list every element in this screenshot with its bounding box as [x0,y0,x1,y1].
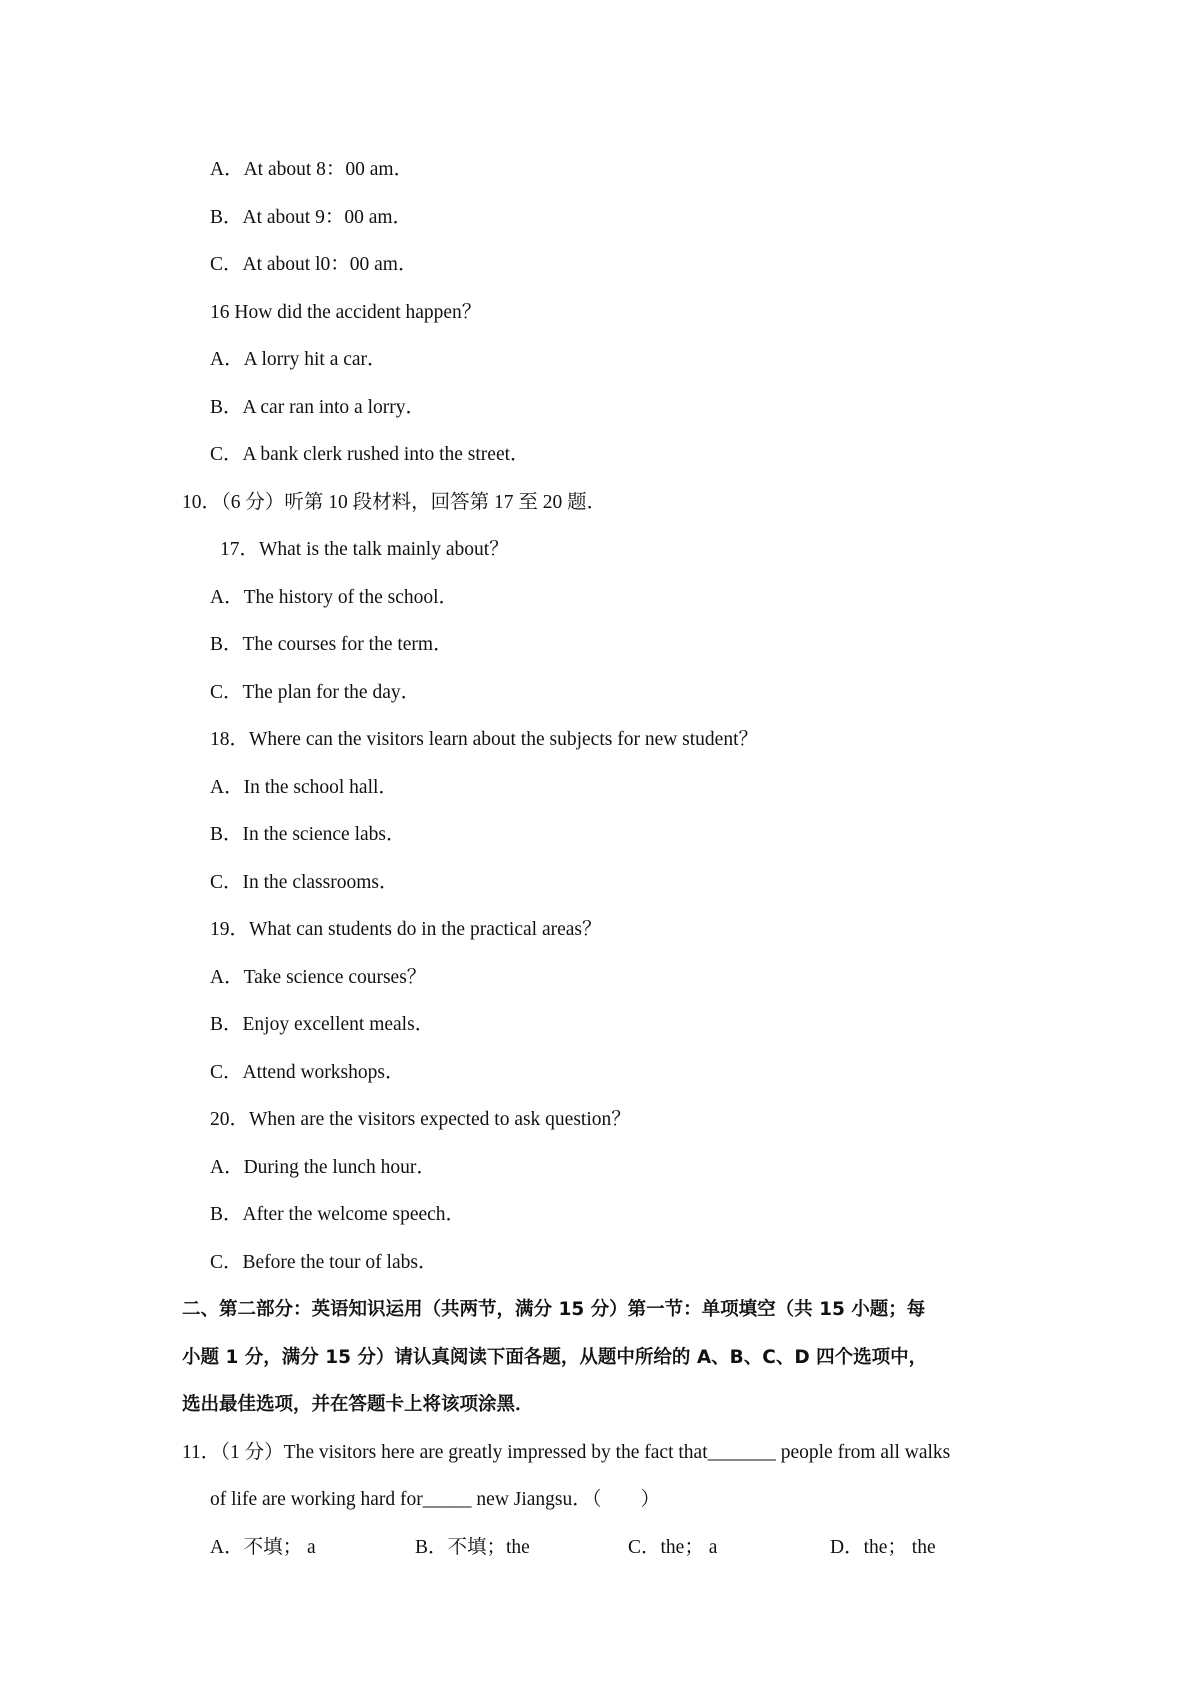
q11-option-d: D．the； the [830,1537,936,1558]
q17-option-a: A．The history of the school． [210,587,459,608]
q11-stem-line2: of life are working hard for_____ new Jiangsu．（ ） [210,1489,661,1510]
q19-stem: 19．What can students do in the practical areas？ [210,919,602,940]
part-two-heading-line3: 选出最佳选项，并在答题卡上将该项涂黑． [182,1394,534,1415]
q11-option-b: B．不填；the [415,1537,530,1558]
q19-option-a: A．Take science courses？ [210,967,427,988]
q20-stem: 20．When are the visitors expected to ask question？ [210,1109,631,1130]
q16-option-c: C．A bank clerk rushed into the street． [210,444,530,465]
q19-option-b: B．Enjoy excellent meals． [210,1014,435,1035]
q20-option-b: B．After the welcome speech． [210,1204,466,1225]
q17-option-b: B．The courses for the term． [210,634,453,655]
q16-option-a: A．A lorry hit a car． [210,349,387,370]
q11-option-a: A．不填； a [210,1537,316,1558]
q19-option-c: C．Attend workshops． [210,1062,405,1083]
q16-stem: 16 How did the accident happen？ [210,302,482,323]
part-two-heading-line1: 二、第二部分：英语知识运用（共两节，满分 15 分）第一节：单项填空（共 15 小题；每 [182,1299,926,1320]
q18-option-b: B．In the science labs． [210,824,406,845]
q11-option-c: C．the； a [628,1537,718,1558]
q15-option-c: C．At about l0：00 am． [210,254,418,275]
q20-option-a: A．During the lunch hour． [210,1157,436,1178]
q17-option-c: C．The plan for the day． [210,682,421,703]
q16-option-b: B．A car ran into a lorry． [210,397,425,418]
q15-option-b: B．At about 9：00 am． [210,207,413,228]
section-10-heading: 10．（6 分）听第 10 段材料，回答第 17 至 20 题． [182,492,607,513]
q18-option-c: C．In the classrooms． [210,872,399,893]
q20-option-c: C．Before the tour of labs． [210,1252,438,1273]
q11-stem-line1: 11．（1 分）The visitors here are greatly impressed by the fact that_______ people from all walks [182,1442,951,1463]
q17-stem: 17．What is the talk mainly about？ [220,539,509,560]
part-two-heading-line2: 小题 1 分，满分 15 分）请认真阅读下面各题，从题中所给的 A、B、C、D 四个选项中， [182,1347,928,1368]
q18-stem: 18．Where can the visitors learn about the subjects for new student？ [210,729,759,750]
q18-option-a: A．In the school hall． [210,777,398,798]
q15-option-a: A．At about 8：00 am． [210,159,414,180]
